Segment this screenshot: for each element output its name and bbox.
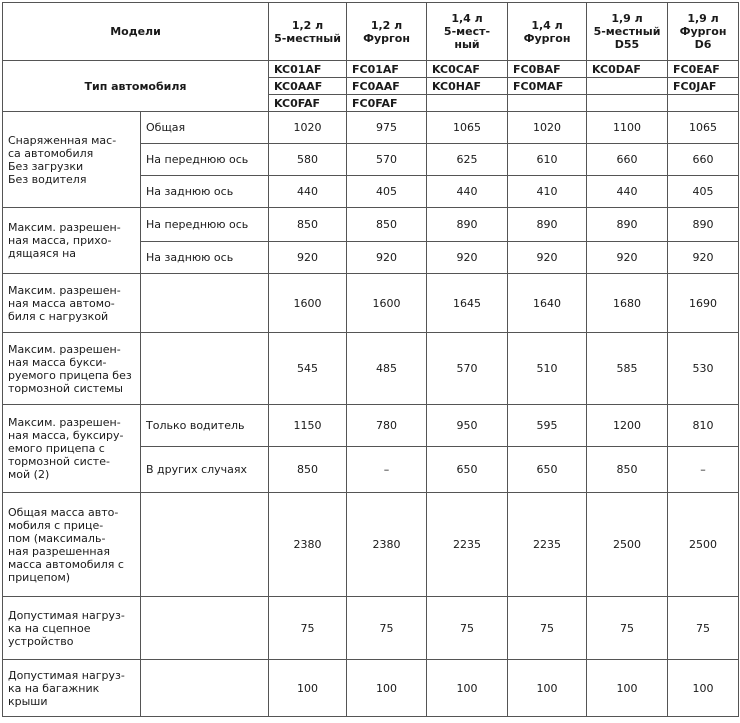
value-cell: 570	[427, 333, 508, 405]
value-cell: 440	[587, 176, 668, 208]
model-column-header	[668, 3, 739, 61]
row-group-label-line: Максим. разрешен-	[8, 221, 121, 234]
value-cell: 2380	[347, 493, 427, 597]
value-cell: –	[668, 447, 739, 493]
value-cell: 485	[347, 333, 427, 405]
vehicle-code-cell: FC0BAF	[508, 61, 587, 78]
value-cell: 1150	[269, 405, 347, 447]
row-group-label-line: Без загрузки	[8, 159, 84, 173]
vehicle-code-cell	[668, 95, 739, 112]
value-cell: 1690	[668, 274, 739, 333]
value-cell: 2500	[668, 493, 739, 597]
data-row	[3, 405, 739, 447]
value-cell: 2380	[269, 493, 347, 597]
value-cell: 2500	[587, 493, 668, 597]
vehicle-code-cell: FC0JAF	[668, 78, 739, 95]
row-group-label-line: мобиля с прице-	[8, 518, 104, 532]
row-sub-label: В других случаях	[141, 447, 269, 493]
model-column-header-line: 5-местный	[593, 25, 661, 38]
vehicle-code-cell: KC0DAF	[587, 61, 668, 78]
value-cell: 920	[347, 242, 427, 274]
vehicle-code-cell: FC0EAF	[668, 61, 739, 78]
value-cell: 890	[427, 208, 508, 242]
row-group-label	[3, 112, 141, 208]
row-group-label-line: ная масса, прихо-	[8, 234, 112, 247]
row-group-label-line: Максим. разрешен-	[8, 416, 121, 429]
value-cell: –	[347, 447, 427, 493]
value-cell: 1100	[587, 112, 668, 144]
row-sub-label: На заднюю ось	[141, 242, 269, 274]
value-cell: 545	[269, 333, 347, 405]
value-cell: 975	[347, 112, 427, 144]
model-column-header-line: 1,2 л	[291, 18, 324, 32]
vehicle-code-cell: FC01AF	[347, 61, 427, 78]
row-group-label-line: Общая масса авто-	[8, 505, 119, 519]
model-column-header-line: 5-мест-	[443, 25, 491, 38]
row-group-label-line: руемого прицепа без	[8, 368, 132, 382]
row-group-label-line: масса автомобиля с	[8, 557, 124, 571]
model-column-header-line: 5-местный	[274, 31, 341, 45]
value-cell: 410	[508, 176, 587, 208]
row-group-label-line: ная разрешенная	[8, 544, 110, 558]
vehicle-code-cell	[587, 95, 668, 112]
row-group-label-line: дящаяся на	[8, 247, 77, 260]
value-cell: 1200	[587, 405, 668, 447]
value-cell: 650	[427, 447, 508, 493]
value-cell: 75	[668, 597, 739, 660]
value-cell: 890	[587, 208, 668, 242]
value-cell: 850	[347, 208, 427, 242]
value-cell: 100	[269, 660, 347, 717]
row-group-label-line: ка на багажник	[8, 681, 100, 695]
value-cell: 2235	[508, 493, 587, 597]
value-cell: 1680	[587, 274, 668, 333]
value-cell: 1600	[269, 274, 347, 333]
value-cell: 660	[668, 144, 739, 176]
value-cell: 1600	[347, 274, 427, 333]
data-row	[3, 660, 739, 717]
value-cell: 100	[347, 660, 427, 717]
row-group-label-line: устройство	[8, 634, 74, 648]
value-cell: 580	[269, 144, 347, 176]
row-group-label-line: ка на сцепное	[8, 621, 91, 635]
vehicle-code-cell: KC0FAF	[269, 95, 347, 112]
value-cell: 1065	[668, 112, 739, 144]
value-cell: 810	[668, 405, 739, 447]
row-sub-label: Только водитель	[141, 405, 269, 447]
code-row	[3, 61, 739, 78]
vehicle-code-cell: KC01AF	[269, 61, 347, 78]
row-group-label	[3, 208, 141, 274]
data-row	[3, 597, 739, 660]
vehicle-code-cell: FC0FAF	[347, 95, 427, 112]
value-cell: 920	[427, 242, 508, 274]
value-cell: 1640	[508, 274, 587, 333]
value-cell: 890	[668, 208, 739, 242]
data-row	[3, 208, 739, 242]
value-cell: 530	[668, 333, 739, 405]
vehicle-type-header: Тип автомобиля	[3, 61, 269, 112]
value-cell: 890	[508, 208, 587, 242]
value-cell: 780	[347, 405, 427, 447]
value-cell: 2235	[427, 493, 508, 597]
value-cell: 1020	[508, 112, 587, 144]
row-group-label-line: ная масса автомо-	[8, 296, 115, 310]
row-group-label	[3, 493, 141, 597]
header-row	[3, 3, 739, 61]
vehicle-code-cell	[508, 95, 587, 112]
value-cell: 595	[508, 405, 587, 447]
vehicle-code-cell: KC0HAF	[427, 78, 508, 95]
row-group-label	[3, 333, 141, 405]
data-row	[3, 493, 739, 597]
row-group-label-line: Максим. разрешен-	[8, 283, 121, 297]
value-cell: 510	[508, 333, 587, 405]
row-sub-label: На переднюю ось	[141, 144, 269, 176]
row-group-label-line: Допустимая нагруз-	[8, 668, 125, 682]
value-cell: 75	[347, 597, 427, 660]
row-group-label-line: са автомобиля	[8, 146, 94, 160]
vehicle-code-cell: KC0AAF	[269, 78, 347, 95]
value-cell: 920	[269, 242, 347, 274]
value-cell: 100	[587, 660, 668, 717]
vehicle-mass-table	[2, 2, 739, 717]
row-group-label-line: ная масса, буксиру-	[8, 429, 124, 442]
models-header: Модели	[3, 3, 269, 61]
value-cell: 440	[269, 176, 347, 208]
model-column-header-line: 1,2 л	[370, 18, 403, 32]
data-row	[3, 333, 739, 405]
value-cell: 585	[587, 333, 668, 405]
row-group-label-line: биля с нагрузкой	[8, 309, 109, 323]
value-cell: 625	[427, 144, 508, 176]
data-row	[3, 274, 739, 333]
model-column-header-line: 1,4 л	[531, 18, 563, 32]
value-cell: 440	[427, 176, 508, 208]
row-group-label-line: ная масса букси-	[8, 355, 107, 369]
data-row	[3, 112, 739, 144]
model-column-header	[587, 3, 668, 61]
vehicle-code-cell	[427, 95, 508, 112]
model-column-header	[508, 3, 587, 61]
value-cell: 610	[508, 144, 587, 176]
value-cell: 850	[587, 447, 668, 493]
value-cell: 660	[587, 144, 668, 176]
row-sub-label: На заднюю ось	[141, 176, 269, 208]
value-cell: 1065	[427, 112, 508, 144]
value-cell: 650	[508, 447, 587, 493]
row-sub-label	[141, 333, 269, 405]
value-cell: 570	[347, 144, 427, 176]
value-cell: 850	[269, 447, 347, 493]
row-sub-label: На переднюю ось	[141, 208, 269, 242]
value-cell: 75	[508, 597, 587, 660]
model-column-header	[269, 3, 347, 61]
row-group-label	[3, 660, 141, 717]
value-cell: 75	[427, 597, 508, 660]
row-group-label-line: емого прицепа с	[8, 442, 105, 455]
vehicle-code-cell: KC0CAF	[427, 61, 508, 78]
row-group-label	[3, 405, 141, 493]
row-group-label-line: Снаряженная мас-	[8, 133, 117, 147]
value-cell: 100	[668, 660, 739, 717]
model-column-header-line: Фургон	[523, 31, 571, 45]
value-cell: 950	[427, 405, 508, 447]
model-column-header-line: 1,9 л	[611, 12, 643, 25]
row-group-label-line: тормозной систе-	[8, 455, 110, 468]
value-cell: 405	[347, 176, 427, 208]
row-group-label	[3, 597, 141, 660]
row-sub-label	[141, 660, 269, 717]
model-column-header-line: Фургон	[363, 31, 410, 45]
vehicle-code-cell: FC0AAF	[347, 78, 427, 95]
row-group-label-line: тормозной системы	[8, 381, 123, 395]
value-cell: 75	[269, 597, 347, 660]
model-column-header-line: Фургон	[679, 25, 727, 38]
row-group-label-line: прицепом)	[8, 570, 71, 584]
row-group-label-line: Максим. разрешен-	[8, 342, 121, 356]
row-group-label-line: крыши	[8, 694, 48, 708]
model-column-header-line: D6	[694, 38, 712, 51]
model-column-header	[347, 3, 427, 61]
row-sub-label: Общая	[141, 112, 269, 144]
row-group-label	[3, 274, 141, 333]
value-cell: 920	[668, 242, 739, 274]
row-group-label-line: мой (2)	[8, 468, 50, 481]
model-column-header-line: ный	[454, 38, 480, 51]
row-sub-label	[141, 597, 269, 660]
row-group-label-line: пом (максималь-	[8, 531, 106, 545]
model-column-header-line: 1,4 л	[451, 12, 483, 25]
value-cell: 1020	[269, 112, 347, 144]
value-cell: 920	[587, 242, 668, 274]
value-cell: 850	[269, 208, 347, 242]
model-column-header-line: 1,9 л	[687, 12, 719, 25]
vehicle-code-cell	[587, 78, 668, 95]
value-cell: 1645	[427, 274, 508, 333]
row-group-label-line: Допустимая нагруз-	[8, 608, 125, 622]
value-cell: 405	[668, 176, 739, 208]
value-cell: 100	[508, 660, 587, 717]
model-column-header	[427, 3, 508, 61]
row-group-label-line: Без водителя	[8, 172, 87, 186]
value-cell: 920	[508, 242, 587, 274]
row-sub-label	[141, 493, 269, 597]
value-cell: 75	[587, 597, 668, 660]
vehicle-code-cell: FC0MAF	[508, 78, 587, 95]
model-column-header-line: D55	[614, 38, 640, 51]
value-cell: 100	[427, 660, 508, 717]
row-sub-label	[141, 274, 269, 333]
